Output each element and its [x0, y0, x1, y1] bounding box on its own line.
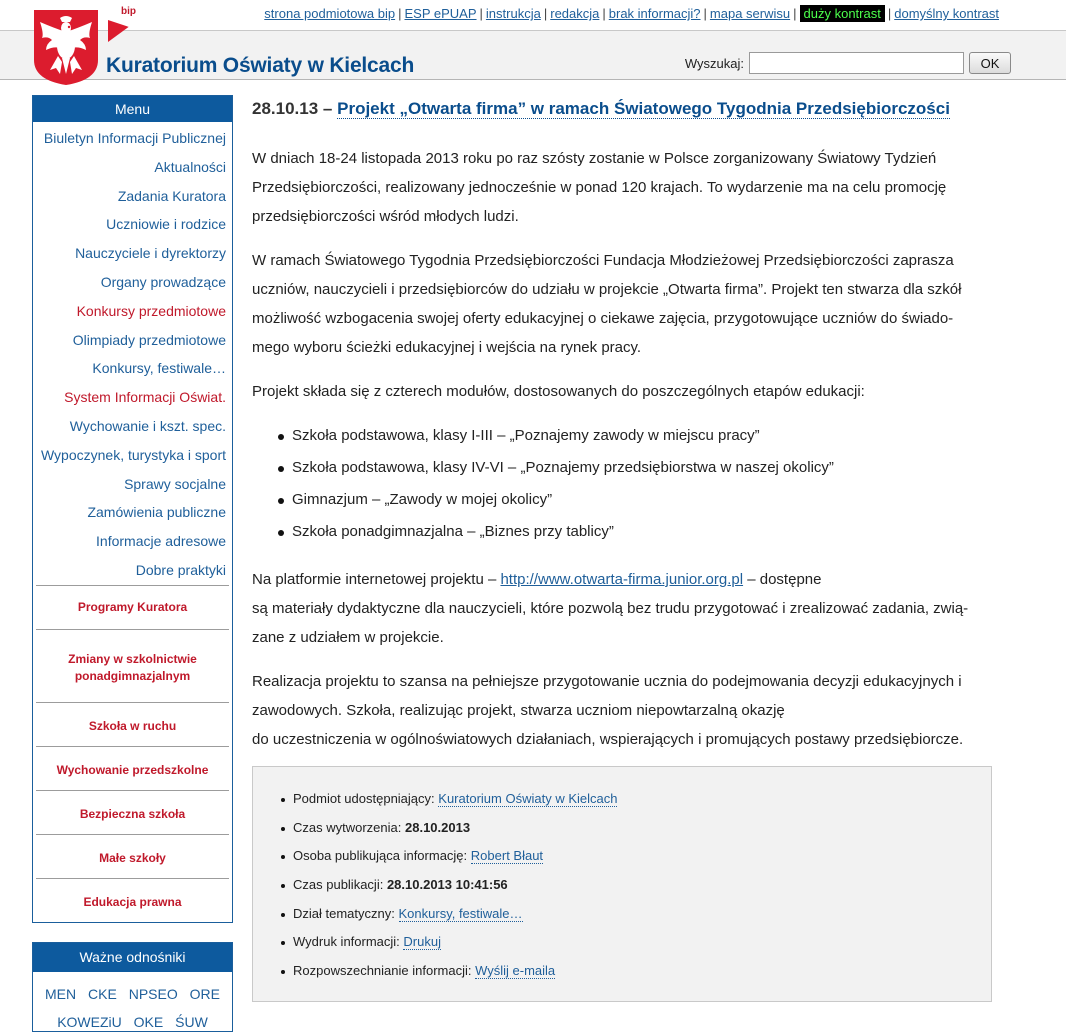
menu-item-special-education[interactable]: Wychowanie i kszt. spec.: [69, 417, 226, 434]
text-line: [252, 565, 992, 594]
program-item[interactable]: [36, 878, 229, 922]
paragraph-5: [252, 667, 992, 754]
menu-item[interactable]: [33, 412, 232, 441]
menu-item-olympiads[interactable]: Olimpiady przedmiotowe: [72, 331, 226, 348]
menu-item[interactable]: [33, 470, 232, 499]
menu-item[interactable]: [33, 354, 232, 383]
modules-list: [252, 420, 992, 548]
created-date: 28.10.2013: [405, 819, 471, 835]
meta-item-section: [253, 900, 991, 929]
list-item: Szkoła podstawowa, klasy IV-VI – „Poznajemy przedsiębiorstwa w naszej okolicy”: [252, 452, 992, 484]
menu-item-leisure[interactable]: Wypoczynek, turystyka i sport: [40, 446, 226, 463]
paragraph-4: [252, 565, 992, 652]
menu-item[interactable]: [33, 498, 232, 527]
menu-item-students-parents[interactable]: Uczniowie i rodzice: [106, 216, 226, 233]
meta-item-author: [253, 842, 991, 871]
bip-logo-label: bip: [121, 6, 136, 17]
menu-item[interactable]: [33, 383, 232, 412]
program-item[interactable]: [36, 834, 229, 878]
menu-item[interactable]: [33, 441, 232, 470]
menu-item-tasks[interactable]: Zadania Kuratora: [117, 187, 226, 204]
text-line: do uczestniczenia w ogólnoświatowych działaniach, wspierających i promujących postawy przedsiębiorcze.: [252, 731, 964, 748]
menu-item-governing-bodies[interactable]: Organy prowadzące: [100, 273, 226, 290]
link-men[interactable]: MEN: [45, 986, 77, 1002]
link-sitemap[interactable]: mapa serwisu: [709, 6, 791, 21]
program-legal-education[interactable]: Edukacja prawna: [83, 894, 182, 909]
link-ore[interactable]: ORE: [189, 986, 220, 1002]
special-programs-list: [36, 585, 229, 922]
program-changes-line2[interactable]: ponadgimnazjalnym: [74, 668, 191, 683]
print-link[interactable]: Drukuj: [403, 934, 441, 950]
article-title-dash: –: [322, 99, 333, 118]
menu-item[interactable]: [33, 326, 232, 355]
link-koweziu[interactable]: KOWEZiU: [57, 1014, 122, 1030]
meta-label: Rozpowszechnianie informacji:: [293, 963, 472, 979]
polish-eagle-emblem-icon[interactable]: [32, 8, 100, 86]
text-line: uczniów, nauczycieli i przedsiębiorców do udziału w projekcie „Otwarta firma”. Projekt ten stwarza dla szkół: [252, 281, 962, 298]
text-line: W dniach 18-24 listopada 2013 roku po raz szósty zostanie w Polsce zorganizowany Światowy Tydzień: [252, 150, 937, 167]
important-links-list: [33, 972, 232, 1036]
program-item[interactable]: [36, 746, 229, 790]
menu-item-procurement[interactable]: Zamówienia publiczne: [87, 504, 226, 521]
program-school-in-motion[interactable]: Szkoła w ruchu: [88, 718, 177, 733]
publication-metadata-box: [252, 766, 992, 1002]
meta-label: Dział tematyczny:: [293, 905, 395, 921]
link-instruction[interactable]: instrukcja: [485, 6, 541, 21]
menu-item-good-practices[interactable]: Dobre praktyki: [135, 561, 226, 578]
menu-item-subject-contests[interactable]: Konkursy przedmiotowe: [76, 302, 226, 319]
program-preschool[interactable]: Wychowanie przedszkolne: [56, 762, 209, 777]
program-item[interactable]: [36, 585, 229, 629]
program-item[interactable]: [36, 790, 229, 834]
text-line: możliwość wzbogacenia swojej oferty edukacyjnej o ciekawe zajęcia, przygotowujące uczniów do świado-: [252, 310, 954, 327]
text-line: W ramach Światowego Tygodnia Przedsiębiorczości Fundacja Młodzieżowej Przedsiębiorczości zaprasza: [252, 252, 954, 269]
menu-item[interactable]: [33, 556, 232, 585]
link-oke[interactable]: OKE: [133, 1014, 164, 1030]
menu-title: Menu: [33, 96, 232, 122]
link-editorial[interactable]: redakcja: [550, 6, 600, 21]
menu-list: [33, 122, 232, 585]
page-header: [0, 0, 1066, 82]
published-date: 28.10.2013 10:41:56: [386, 877, 508, 893]
menu-item-teachers[interactable]: Nauczyciele i dyrektorzy: [75, 245, 226, 262]
menu-item[interactable]: [33, 153, 232, 182]
program-item[interactable]: [36, 629, 229, 702]
important-links-title: Ważne odnośniki: [33, 943, 232, 972]
metadata-list: [253, 767, 991, 986]
text-fragment: – dostępne: [747, 571, 822, 588]
paragraph-2: [252, 246, 992, 362]
meta-label: Podmiot udostępniający:: [293, 791, 435, 806]
paragraph-3: [252, 377, 992, 406]
sidebar: [32, 95, 233, 923]
menu-item[interactable]: [33, 182, 232, 211]
high-contrast-button[interactable]: duży kontrast: [800, 5, 885, 22]
text-line: przedsiębiorczości wśród młodych ludzi.: [252, 208, 519, 225]
search-form: [685, 52, 1011, 74]
menu-item[interactable]: [33, 210, 232, 239]
menu-item-news[interactable]: Aktualności: [154, 158, 226, 175]
menu-item[interactable]: [33, 527, 232, 556]
main-content: [252, 95, 992, 754]
text-line: Przedsiębiorczości, realizowany jednocześnie w ponad 120 krajach. To wydarzenie ma na celu promocję: [252, 179, 947, 196]
paragraph-1: [252, 144, 992, 231]
meta-label: Osoba publikująca informację:: [293, 848, 468, 864]
meta-label: Wydruk informacji:: [293, 934, 400, 950]
author-link[interactable]: Robert Błaut: [470, 848, 544, 864]
list-item: Szkoła ponadgimnazjalna – „Biznes przy tablicy”: [252, 516, 992, 548]
meta-label: Czas wytworzenia:: [293, 819, 402, 835]
text-line: zawodowych. Szkoła, realizując projekt, stwarza uczniom niepowtarzalną okazję: [252, 702, 785, 719]
menu-item-addresses[interactable]: Informacje adresowe: [96, 533, 226, 550]
meta-label: Czas publikacji:: [293, 877, 384, 893]
meta-item-publisher: [253, 785, 991, 814]
text-line: Projekt składa się z czterech modułów, dostosowanych do poszczególnych etapów edukacji:: [252, 383, 865, 400]
menu-box: [32, 95, 233, 923]
article-title-link[interactable]: Projekt „Otwarta firma” w ramach Światowego Tygodnia Przedsiębiorczości: [337, 99, 950, 118]
meta-item-created: [253, 814, 991, 843]
link-cke[interactable]: CKE: [88, 986, 117, 1002]
link-missing-info[interactable]: brak informacji?: [608, 6, 701, 21]
text-line: mego wyboru ścieżki edukacyjnej i wejścia na rynek pracy.: [252, 339, 642, 356]
publisher-link[interactable]: Kuratorium Oświaty w Kielcach: [438, 791, 618, 806]
top-links-bar: strona podmiotowa bip | ESP ePUAP | instrukcja | redakcja | brak informacji? | mapa serwisu | duży kontrast | domyślny kontrast: [264, 6, 999, 21]
menu-item[interactable]: [33, 268, 232, 297]
email-share-link[interactable]: Wyślij e-maila: [475, 963, 556, 979]
program-curator-programs[interactable]: Programy Kuratora: [77, 599, 188, 614]
list-item: Gimnazjum – „Zawody w mojej okolicy”: [252, 484, 992, 516]
menu-item-social[interactable]: Sprawy socjalne: [124, 475, 226, 492]
text-line: są materiały dydaktyczne dla nauczycieli, które pozwolą bez trudu przygotować i zrealizować zadania, zwią-: [252, 600, 969, 617]
program-changes-line1[interactable]: Zmiany w szkolnictwie: [68, 651, 197, 666]
link-bip-home[interactable]: strona podmiotowa bip: [264, 6, 396, 21]
menu-item-sio[interactable]: System Informacji Oświat.: [64, 389, 226, 406]
article-title: [252, 95, 992, 127]
default-contrast-link[interactable]: domyślny kontrast: [894, 6, 999, 21]
link-npseo[interactable]: NPSEO: [128, 986, 178, 1002]
site-title[interactable]: Kuratorium Oświaty w Kielcach: [106, 54, 415, 77]
menu-item-contests-festivals[interactable]: Konkursy, festiwale…: [92, 360, 226, 377]
search-label: Wyszukaj:: [684, 55, 744, 71]
program-item[interactable]: [36, 702, 229, 746]
program-safe-school[interactable]: Bezpieczna szkoła: [79, 806, 186, 821]
menu-item[interactable]: [33, 239, 232, 268]
text-line: zane z udziałem w projekcie.: [252, 629, 444, 646]
section-link[interactable]: Konkursy, festiwale…: [398, 905, 523, 921]
list-item: Szkoła podstawowa, klasy I-III – „Poznajemy zawody w miejscu pracy”: [252, 420, 992, 452]
search-input[interactable]: [749, 52, 964, 74]
menu-item-bip[interactable]: Biuletyn Informacji Publicznej: [43, 130, 226, 146]
program-small-schools[interactable]: Małe szkoły: [99, 850, 166, 865]
link-suw[interactable]: ŚUW: [175, 1014, 208, 1030]
important-links-box: [32, 942, 233, 1032]
text-line: Realizacja projektu to szansa na pełniejsze przygotowanie ucznia do podejmowania decyzji edukacyjnych i: [252, 673, 962, 690]
article-date: 28.10.13: [252, 99, 319, 118]
text-fragment: Na platformie internetowej projektu –: [252, 571, 497, 588]
menu-item[interactable]: [33, 124, 232, 153]
link-esp-epuap[interactable]: ESP ePUAP: [404, 6, 477, 21]
meta-item-published: [253, 871, 991, 900]
search-submit-button[interactable]: OK: [969, 52, 1011, 74]
menu-item[interactable]: [33, 297, 232, 326]
meta-item-print: [253, 928, 991, 957]
meta-item-share: [253, 957, 991, 986]
project-platform-link[interactable]: http://www.otwarta-firma.junior.org.pl: [500, 571, 744, 588]
